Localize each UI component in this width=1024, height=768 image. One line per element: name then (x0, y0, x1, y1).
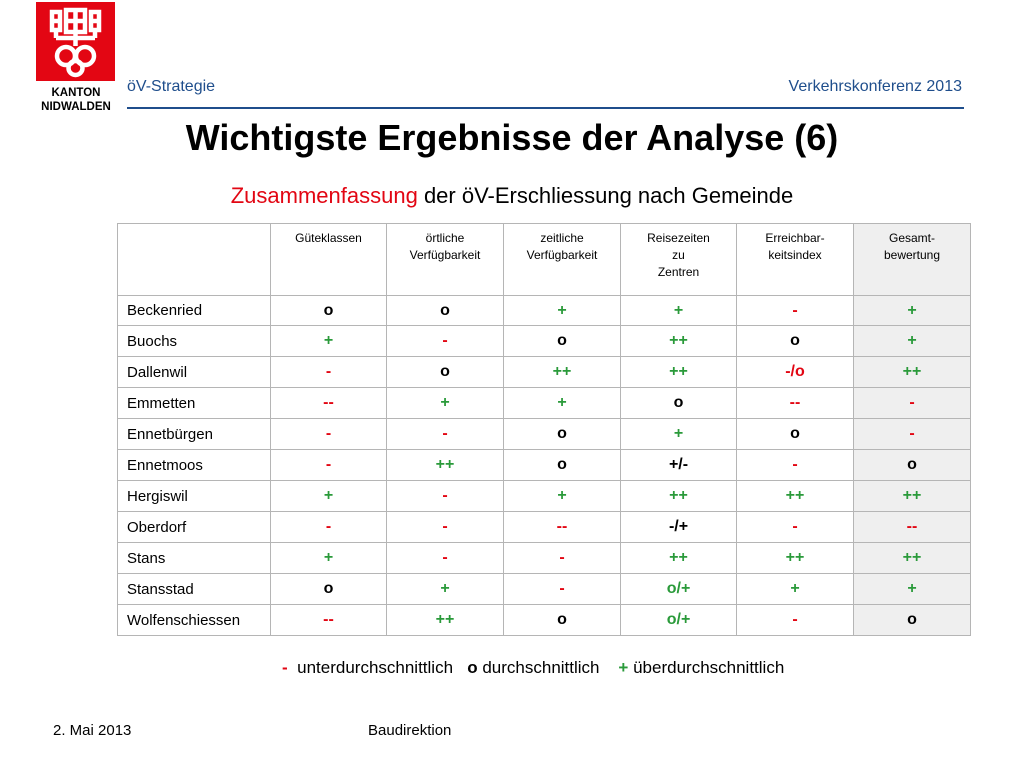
rating-value: + (907, 301, 917, 319)
column-header-label: Erreichbar- keitsindex (765, 231, 825, 262)
rating-cell (621, 388, 737, 419)
legend-plus-label: überdurchschnittlich (633, 658, 785, 677)
rating-value: - (325, 425, 332, 442)
rating-cell (271, 388, 387, 419)
rating-cell (854, 357, 971, 388)
rating-cell (737, 512, 854, 543)
rating-value: o (323, 580, 334, 597)
rating-cell (737, 543, 854, 574)
rating-value: - (909, 425, 915, 442)
subtitle-rest: der öV-Erschliessung nach Gemeinde (417, 183, 794, 208)
rating-cell (387, 543, 504, 574)
rating-value: o (907, 611, 917, 628)
kanton-nidwalden-logo (36, 2, 115, 81)
rating-cell (271, 296, 387, 326)
table-row (118, 450, 971, 481)
rating-cell (387, 419, 504, 450)
municipality-name: Ennetbürgen (118, 419, 271, 450)
rating-value: o (790, 425, 800, 442)
rating-value: o (323, 301, 334, 319)
slide-title: Wichtigste Ergebnisse der Analyse (6) (185, 117, 839, 158)
header-left-label: öV-Strategie (127, 78, 216, 95)
rating-cell (504, 512, 621, 543)
municipality-name: Hergiswil (118, 481, 271, 512)
logo-line-2: NIDWALDEN (41, 101, 111, 113)
rating-value: - (442, 518, 448, 535)
rating-cell (737, 481, 854, 512)
rating-value: - (442, 332, 448, 349)
rating-cell (387, 357, 504, 388)
table-row (118, 481, 971, 512)
header-corner-cell (118, 224, 271, 296)
rating-value: o (557, 332, 567, 349)
rating-cell (621, 296, 737, 326)
column-header-label: Gesamt- bewertung (883, 231, 941, 262)
rating-cell (387, 450, 504, 481)
rating-cell (854, 543, 971, 574)
rating-value: + (440, 394, 450, 411)
column-header (737, 224, 854, 296)
rating-cell (387, 388, 504, 419)
rating-cell (387, 574, 504, 605)
column-header-label: Reisezeiten zu Zentren (647, 231, 710, 279)
rating-value: + (557, 487, 567, 504)
rating-value: + (673, 425, 684, 442)
rating-cell (854, 419, 971, 450)
rating-cell (504, 357, 621, 388)
column-header-label: Güteklassen (295, 231, 362, 245)
header-right-label: Verkehrskonferenz 2013 (788, 78, 962, 95)
rating-value: + (440, 580, 450, 597)
rating-cell (621, 574, 737, 605)
municipality-name: Stansstad (118, 574, 271, 605)
rating-cell (737, 574, 854, 605)
rating-value: o/+ (666, 611, 691, 628)
logo-line-1: KANTON (51, 87, 101, 99)
rating-value: -/o (785, 363, 805, 380)
column-header (621, 224, 737, 296)
rating-value: -- (323, 394, 334, 411)
legend (282, 658, 784, 678)
rating-value: -- (556, 518, 568, 535)
rating-value: - (325, 363, 332, 380)
rating-cell (854, 574, 971, 605)
rating-cell (504, 326, 621, 357)
table-row (118, 296, 971, 326)
legend-minus-label: unterdurchschnittlich (297, 658, 454, 677)
rating-cell (271, 543, 387, 574)
rating-value: - (325, 518, 332, 535)
legend-plus-symbol: + (618, 658, 629, 677)
rating-value: + (907, 332, 917, 349)
rating-cell (271, 574, 387, 605)
footer-department: Baudirektion (368, 722, 452, 739)
rating-value: + (323, 332, 334, 349)
subtitle-accent: Zusammenfassung (230, 183, 418, 208)
table-row (118, 574, 971, 605)
table-body (118, 296, 971, 636)
results-table (117, 223, 971, 636)
rating-cell (737, 450, 854, 481)
rating-value: -- (789, 394, 801, 411)
rating-value: o (790, 332, 800, 349)
table-row (118, 605, 971, 636)
header-divider (127, 107, 964, 109)
rating-cell (737, 296, 854, 326)
rating-value: - (442, 549, 448, 566)
rating-value: +/- (668, 456, 689, 473)
rating-cell (271, 419, 387, 450)
rating-value: ++ (669, 549, 688, 566)
rating-cell (504, 574, 621, 605)
rating-value: - (792, 456, 798, 473)
table-row (118, 543, 971, 574)
rating-value: ++ (902, 549, 922, 566)
rating-value: - (909, 394, 915, 411)
rating-cell (504, 419, 621, 450)
rating-cell (621, 543, 737, 574)
rating-value: - (325, 456, 332, 473)
rating-cell (621, 326, 737, 357)
municipality-name: Ennetmoos (118, 450, 271, 481)
rating-cell (854, 388, 971, 419)
rating-value: o (557, 425, 567, 442)
rating-cell (737, 326, 854, 357)
column-header (504, 224, 621, 296)
municipality-name: Wolfenschiessen (118, 605, 271, 636)
rating-cell (621, 605, 737, 636)
rating-value: - (559, 580, 565, 597)
table-row (118, 357, 971, 388)
footer-date: 2. Mai 2013 (53, 722, 132, 739)
rating-value: + (557, 301, 567, 319)
rating-value: - (559, 549, 565, 566)
table-row (118, 326, 971, 357)
column-header (387, 224, 504, 296)
rating-cell (737, 605, 854, 636)
rating-cell (621, 450, 737, 481)
rating-value: o (440, 301, 450, 319)
rating-value: -/+ (668, 518, 689, 535)
rating-value: o (557, 611, 567, 628)
rating-value: + (323, 549, 334, 566)
rating-value: o (907, 456, 917, 473)
column-header (854, 224, 971, 296)
rating-cell (387, 512, 504, 543)
rating-cell (504, 543, 621, 574)
rating-cell (621, 512, 737, 543)
rating-value: ++ (435, 611, 455, 628)
rating-cell (621, 357, 737, 388)
rating-cell (504, 481, 621, 512)
rating-value: ++ (669, 332, 688, 349)
municipality-name: Emmetten (118, 388, 271, 419)
municipality-name: Dallenwil (118, 357, 271, 388)
rating-cell (504, 388, 621, 419)
rating-cell (271, 605, 387, 636)
municipality-name: Oberdorf (118, 512, 271, 543)
rating-value: o (440, 363, 450, 380)
rating-value: ++ (902, 487, 922, 504)
column-header (271, 224, 387, 296)
rating-cell (737, 419, 854, 450)
rating-cell (854, 296, 971, 326)
rating-value: ++ (785, 549, 805, 566)
rating-cell (854, 512, 971, 543)
rating-value: ++ (785, 487, 805, 504)
rating-value: - (792, 518, 798, 535)
rating-value: + (907, 580, 917, 597)
rating-value: -- (323, 611, 334, 628)
legend-neutral-symbol: o (467, 658, 478, 677)
rating-value: ++ (435, 456, 455, 473)
rating-value: ++ (669, 487, 688, 504)
rating-value: + (790, 580, 800, 597)
rating-value: o (557, 456, 567, 473)
column-header-label: zeitliche Verfügbarkeit (526, 231, 598, 262)
rating-value: ++ (669, 363, 688, 380)
municipality-name: Beckenried (118, 296, 271, 326)
rating-cell (854, 605, 971, 636)
table-row (118, 512, 971, 543)
municipality-name: Buochs (118, 326, 271, 357)
rating-value: - (442, 425, 448, 442)
legend-neutral-label: durchschnittlich (482, 658, 600, 677)
rating-cell (271, 481, 387, 512)
rating-value: - (792, 611, 798, 628)
rating-value: ++ (902, 363, 922, 380)
rating-cell (504, 605, 621, 636)
rating-value: - (792, 301, 798, 319)
rating-value: + (323, 487, 334, 504)
rating-cell (271, 357, 387, 388)
rating-value: + (673, 301, 684, 319)
rating-cell (387, 326, 504, 357)
rating-cell (387, 481, 504, 512)
logo-caption (36, 86, 116, 114)
table-header-row (118, 224, 971, 296)
rating-cell (387, 296, 504, 326)
rating-value: - (442, 487, 448, 504)
rating-value: ++ (552, 363, 572, 380)
rating-cell (271, 326, 387, 357)
slide-subtitle (0, 183, 1024, 209)
rating-cell (621, 481, 737, 512)
rating-value: o (673, 394, 684, 411)
rating-cell (271, 450, 387, 481)
rating-cell (504, 450, 621, 481)
rating-cell (854, 481, 971, 512)
rating-cell (854, 450, 971, 481)
rating-cell (504, 296, 621, 326)
legend-minus-symbol: - (282, 658, 288, 677)
rating-cell (621, 419, 737, 450)
rating-value: -- (906, 518, 918, 535)
municipality-name: Stans (118, 543, 271, 574)
rating-cell (271, 512, 387, 543)
rating-cell (387, 605, 504, 636)
rating-value: o/+ (666, 580, 691, 597)
rating-cell (737, 357, 854, 388)
rating-value: + (557, 394, 567, 411)
rating-cell (854, 326, 971, 357)
table-row (118, 419, 971, 450)
rating-cell (737, 388, 854, 419)
table-row (118, 388, 971, 419)
column-header-label: örtliche Verfügbarkeit (409, 231, 481, 262)
